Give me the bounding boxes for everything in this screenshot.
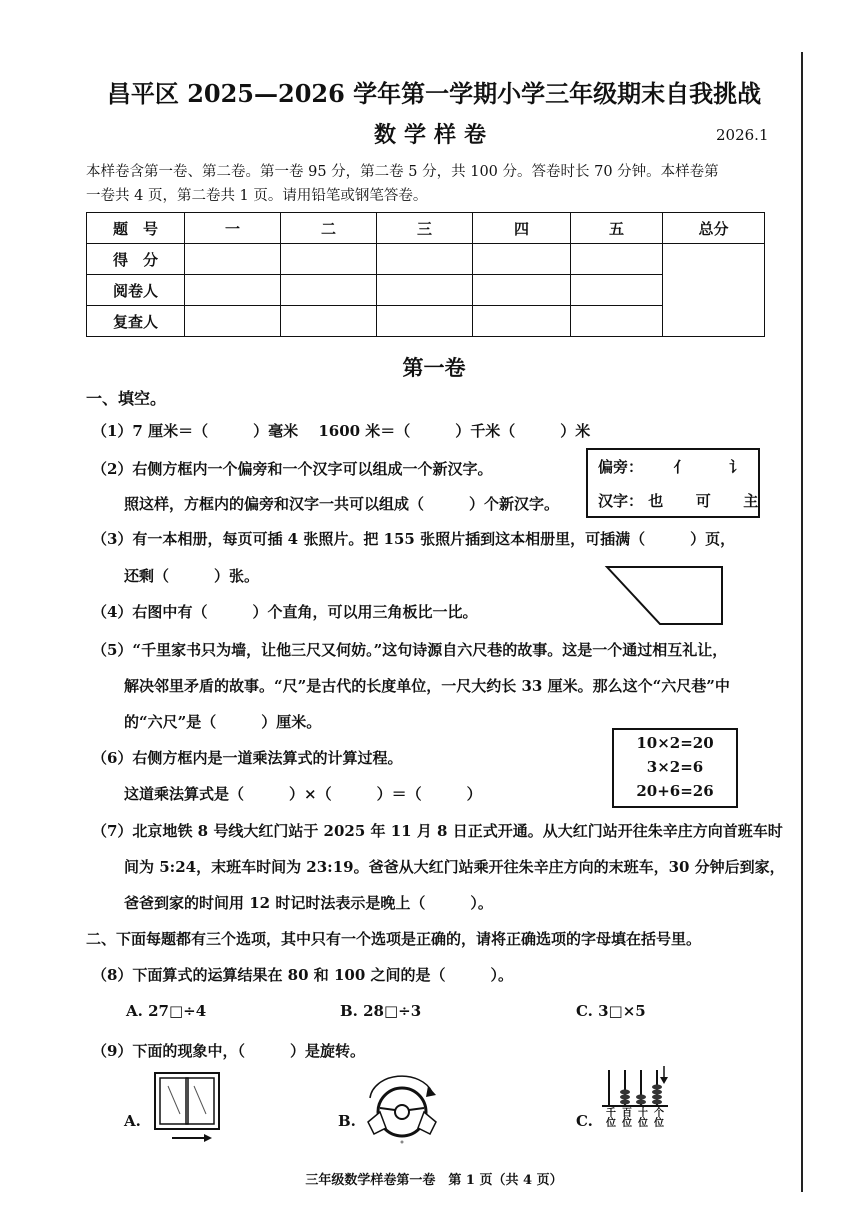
grader-row-label: 阅卷人 [87, 275, 185, 306]
question-8-option-c: C. 3□×5 [576, 1002, 646, 1020]
score-cell[interactable] [185, 244, 281, 275]
abacus-label: 个 [654, 1108, 664, 1119]
radicals-row [598, 456, 744, 477]
score-cell[interactable] [571, 244, 663, 275]
abacus-place-labels [603, 1109, 667, 1129]
steering-wheel-figure [362, 1070, 442, 1142]
score-col-3: 三 [377, 213, 473, 244]
intro-line-2: 一卷共 4 页，第二卷共 1 页。请用铅笔或钢笔答卷。 [86, 188, 428, 204]
char-item: 也 [648, 492, 664, 510]
section-title: 第一卷 [402, 355, 466, 380]
grader-cell[interactable] [571, 275, 663, 306]
abacus-label-suffix: 位 [606, 1118, 616, 1129]
exam-title: 昌平区 2025—2026 学年第一学期小学三年级期末自我挑战 [106, 79, 762, 108]
score-cell[interactable] [473, 244, 571, 275]
abacus-label: 千 [606, 1108, 616, 1119]
question-9-option-c-letter: C. [576, 1112, 593, 1130]
page-footer: 三年级数学样卷第一卷 第 1 页（共 4 页） [305, 1173, 563, 1188]
question-6-line-1: （6）右侧方框内是一道乘法算式的计算过程。 [92, 749, 403, 767]
abacus-label-suffix: 位 [654, 1118, 664, 1129]
score-total-label: 总分 [663, 213, 765, 244]
question-5-line-1: （5）“千里家书只为墙，让他三尺又何妨。”这句诗源自六尺巷的故事。这是一个通过相互礼让， [92, 641, 728, 659]
question-7-line-1: （7）北京地铁 8 号线大红门站于 2025 年 11 月 8 日正式开通。从大红门站开往朱辛庄方向首班车时 [92, 822, 783, 840]
score-col-5: 五 [571, 213, 663, 244]
question-2-line-2: 照这样，方框内的偏旁和汉字一共可以组成（ ）个新汉字。 [124, 495, 560, 513]
score-col-2: 二 [281, 213, 377, 244]
reviewer-cell[interactable] [473, 306, 571, 337]
abacus-figure [600, 1064, 670, 1108]
radical-item: 亻 [673, 458, 689, 476]
trapezoid-figure [605, 565, 725, 627]
question-7-line-3: 爸爸到家的时间用 12 时记时法表示是晚上（ ）。 [124, 894, 493, 912]
question-9-option-a-letter: A. [124, 1112, 141, 1130]
part1-heading: 一、填空。 [86, 389, 167, 408]
question-9: （9）下面的现象中，（ ）是旋转。 [92, 1042, 365, 1060]
score-row-label: 得 分 [87, 244, 185, 275]
question-9-option-b-letter: B. [338, 1112, 356, 1130]
reviewer-cell[interactable] [571, 306, 663, 337]
sliding-window-figure [154, 1072, 220, 1146]
question-8-option-a: A. 27□÷4 [126, 1002, 207, 1020]
chars-label: 汉字： [598, 492, 644, 510]
question-8-option-b: B. 28□÷3 [340, 1002, 422, 1020]
score-col-4: 四 [473, 213, 571, 244]
question-5-line-2: 解决邻里矛盾的故事。“尺”是古代的长度单位，一尺大约长 33 厘米。那么这个“六尺巷”中 [124, 677, 730, 695]
score-cell[interactable] [281, 244, 377, 275]
page-margin-rule [801, 52, 803, 1192]
calc-line: 10×2=20 [636, 734, 714, 752]
abacus-label-suffix: 位 [638, 1118, 648, 1129]
radicals-label: 偏旁： [598, 458, 644, 476]
reviewer-cell[interactable] [281, 306, 377, 337]
question-3-line-2: 还剩（ ）张。 [124, 567, 260, 585]
exam-date: 2026.1 [716, 126, 769, 144]
score-col-1: 一 [185, 213, 281, 244]
abacus-label: 百 [622, 1108, 632, 1119]
question-4: （4）右图中有（ ）个直角，可以用三角板比一比。 [92, 603, 478, 621]
calc-line: 3×2=6 [646, 758, 704, 776]
chars-row [598, 490, 758, 511]
part2-heading: 二、下面每题都有三个选项，其中只有一个选项是正确的，请将正确选项的字母填在括号里。 [86, 930, 702, 948]
exam-subtitle: 数学样卷 [373, 122, 494, 148]
question-3-line-1: （3）有一本相册，每页可插 4 张照片。把 155 张照片插到这本相册里，可插满（ ）页， [92, 530, 736, 548]
abacus-label-suffix: 位 [622, 1118, 632, 1129]
score-table [86, 212, 765, 337]
intro-line-1: 本样卷含第一卷、第二卷。第一卷 95 分，第二卷 5 分，共 100 分。答卷时长 70 分钟。本样卷第 [86, 164, 719, 180]
question-7-line-2: 间为 5:24，末班车时间为 23:19。爸爸从大红门站乘开往朱辛庄方向的末班车，30 分钟后到家， [124, 858, 785, 876]
char-item: 可 [695, 492, 711, 510]
score-header-label: 题 号 [87, 213, 185, 244]
char-item: 主 [743, 492, 759, 510]
abacus-label: 十 [638, 1108, 648, 1119]
radical-item: 讠 [728, 458, 744, 476]
calc-line: 20+6=26 [636, 782, 714, 800]
score-row [87, 244, 765, 275]
grader-cell[interactable] [281, 275, 377, 306]
question-6-line-2: 这道乘法算式是（ ）×（ ）＝（ ） [124, 785, 482, 803]
reviewer-row-label: 复查人 [87, 306, 185, 337]
question-8: （8）下面算式的运算结果在 80 和 100 之间的是（ ）。 [92, 966, 514, 984]
reviewer-cell[interactable] [185, 306, 281, 337]
grader-cell[interactable] [473, 275, 571, 306]
question-1: （1）7 厘米＝（ ）毫米 1600 米＝（ ）千米（ ）米 [92, 422, 591, 440]
grader-cell[interactable] [185, 275, 281, 306]
total-score-cell[interactable] [663, 244, 765, 337]
question-2-line-1: （2）右侧方框内一个偏旁和一个汉字可以组成一个新汉字。 [92, 460, 493, 478]
grader-cell[interactable] [377, 275, 473, 306]
reviewer-cell[interactable] [377, 306, 473, 337]
question-5-line-3: 的“六尺”是（ ）厘米。 [124, 713, 322, 731]
score-cell[interactable] [377, 244, 473, 275]
score-table-header-row [87, 213, 765, 244]
